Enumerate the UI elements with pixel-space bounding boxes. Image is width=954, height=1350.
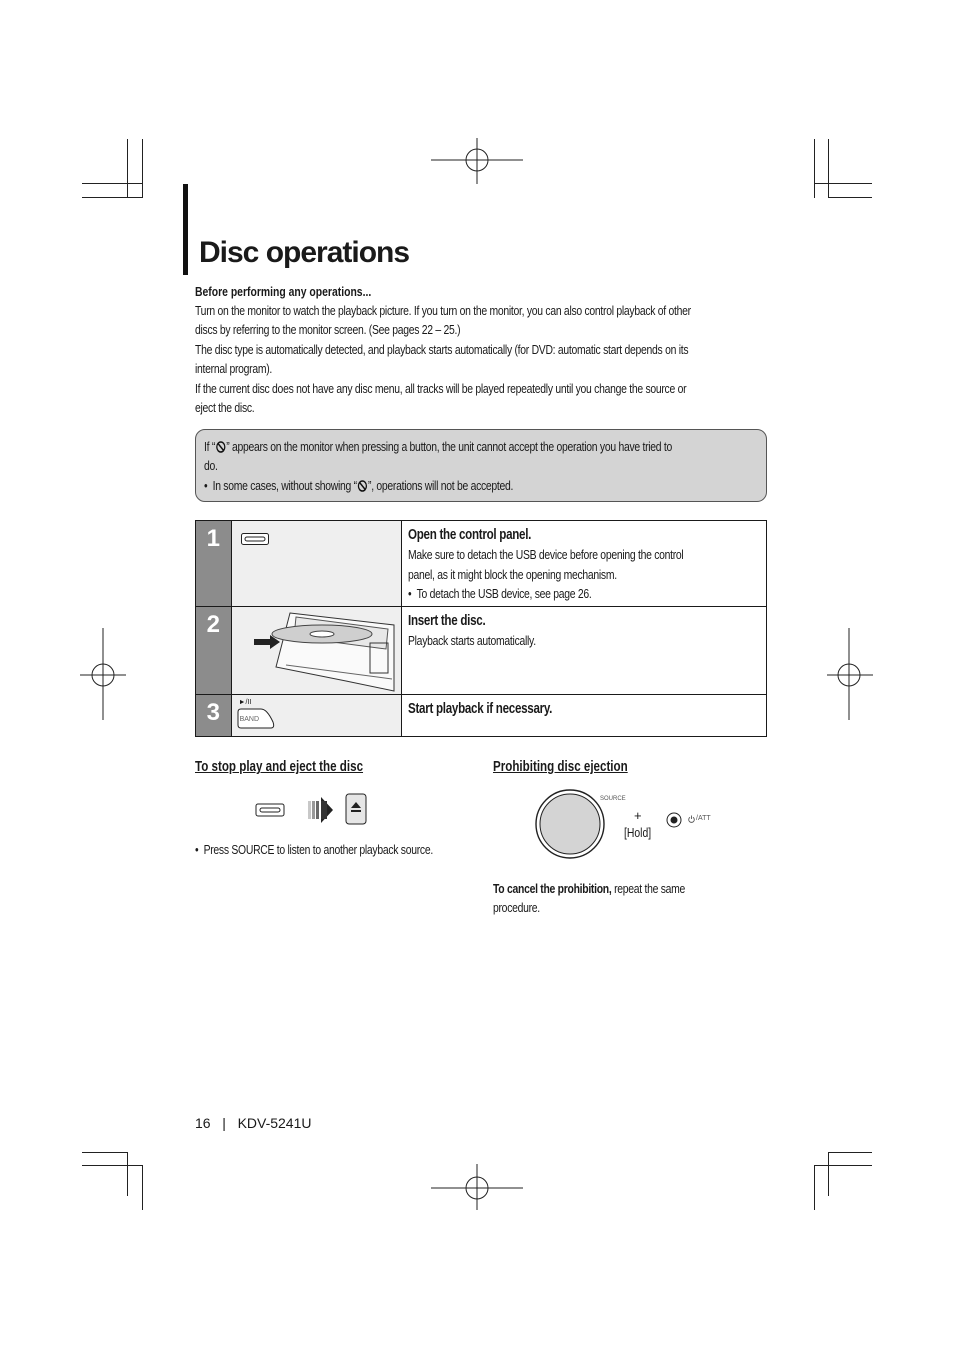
intro-line: The disc type is automatically detected, and playback starts automatically (for DVD: automatic start depends on its <box>195 341 689 357</box>
registration-mark-right <box>827 628 873 720</box>
source-knob-icon <box>535 789 607 861</box>
registration-mark-top <box>431 138 523 184</box>
step-heading: Insert the disc. <box>408 612 486 629</box>
intro-line: If the current disc does not have any disc menu, all tracks will be played repeatedly until you change the source or <box>195 380 687 396</box>
att-button-icon <box>666 812 682 828</box>
intro-heading: Before performing any operations... <box>195 284 372 299</box>
step-row <box>196 694 767 736</box>
step-row <box>196 606 767 694</box>
registration-mark-left <box>80 628 126 720</box>
page-number: 16 <box>195 1115 211 1131</box>
step-description: Open the control panel. Make sure to detach the USB device before opening the control panel, as it might block the opening mechanism. • To detach the USB device, see page 26. <box>402 521 767 607</box>
model-name: KDV-5241U <box>237 1115 312 1131</box>
source-label: SOURCE <box>600 796 626 802</box>
step-number: 3 <box>196 694 232 736</box>
intro-text <box>195 301 767 417</box>
hold-label: [Hold] <box>624 825 652 840</box>
prohibited-icon <box>358 480 368 492</box>
step-heading: Start playback if necessary. <box>408 700 553 717</box>
step-number: 2 <box>196 606 232 694</box>
steps-table <box>195 520 767 737</box>
prohibit-heading: Prohibiting disc ejection <box>493 759 628 775</box>
play-pause-label: ►/II <box>238 698 252 706</box>
insert-disc-illustration <box>246 609 414 693</box>
intro-line: Turn on the monitor to watch the playback picture. If you turn on the monitor, you can also control playback of other <box>195 303 691 318</box>
step-description: Insert the disc. Playback starts automatically. <box>402 606 767 694</box>
step-illustration <box>231 521 402 607</box>
intro-line: eject the disc. <box>195 400 255 416</box>
registration-mark-bottom <box>431 1164 523 1210</box>
step-description <box>402 694 767 736</box>
note-line: do. <box>204 458 218 474</box>
step-row <box>196 521 767 607</box>
title-bar <box>183 184 188 275</box>
note-text: If “ ” appears on the monitor when pressing a button, the unit cannot accept the operation you have tried to do. • In some cases, without showing “ ”, operations will not be accepted. <box>204 439 673 493</box>
prohibited-icon <box>216 441 226 453</box>
step-illustration <box>231 606 402 694</box>
footer-separator: | <box>222 1115 226 1131</box>
stop-eject-bullet: • Press SOURCE to listen to another playback source. <box>195 842 433 857</box>
intro-line: discs by referring to the monitor screen. (See pages 22 – 25.) <box>195 322 461 338</box>
cancel-text: To cancel the prohibition, repeat the same procedure. <box>493 881 686 916</box>
step-illustration <box>231 694 402 736</box>
footer <box>195 1115 312 1131</box>
band-label: BAND <box>239 715 260 723</box>
step-number: 1 <box>196 521 232 607</box>
page-title: Disc operations <box>199 236 410 269</box>
stop-eject-heading: To stop play and eject the disc <box>195 759 364 775</box>
step-heading: Open the control panel. <box>408 527 532 543</box>
stop-eject-illustration <box>255 791 371 827</box>
power-icon <box>688 815 695 823</box>
att-label: /ATT <box>696 815 711 822</box>
open-panel-button-icon <box>241 533 269 545</box>
plus-sign: + <box>634 808 642 823</box>
intro-line: internal program). <box>195 361 273 377</box>
